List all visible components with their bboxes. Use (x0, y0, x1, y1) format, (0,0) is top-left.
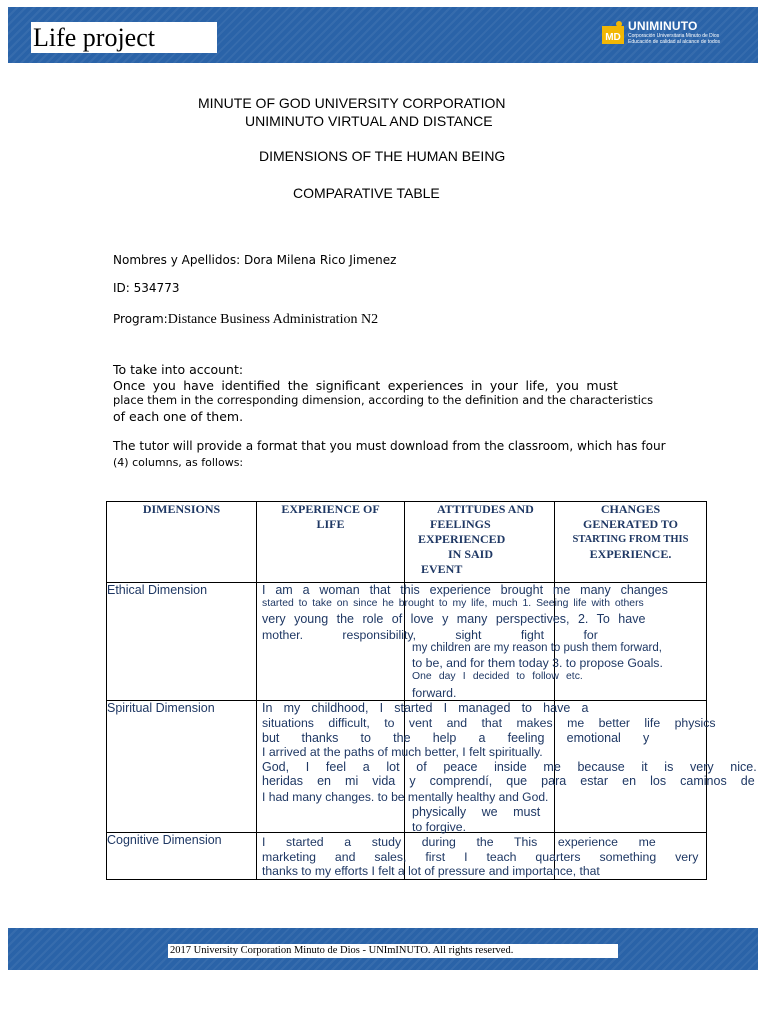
header-changes-l4: EXPERIENCE. (589, 547, 672, 561)
title-line-2: UNIMINUTO VIRTUAL AND DISTANCE (245, 113, 493, 129)
student-id-row (113, 281, 179, 295)
spiritual-text-3: but thanks to the help a feeling emotional y (262, 731, 650, 745)
ethical-text-3: very young the role of love y many perspectives, 2. To have (262, 612, 646, 626)
student-name-label: Nombres y Apellidos: (113, 253, 241, 267)
header-attitudes-l5: EVENT (421, 562, 463, 576)
header-experience-l1: EXPERIENCE OF (281, 502, 380, 516)
instructions-p2-l1: The tutor will provide a format that you must download from the classroom, which has four (113, 439, 666, 453)
program-row (113, 312, 378, 328)
ethical-text-6: to be, and for them today 3. to propose Goals. (412, 656, 663, 670)
spiritual-text-4: I arrived at the paths of much better, I felt spiritually. (262, 745, 543, 759)
header-attitudes-l3: EXPERIENCED (418, 532, 506, 546)
student-name-row (113, 253, 396, 267)
ethical-text-8: forward. (412, 686, 457, 700)
program-label: Program: (113, 312, 168, 326)
spiritual-text-8: physically we must (412, 805, 541, 819)
instructions-p2-l2: (4) columns, as follows: (113, 456, 244, 469)
header-attitudes-l2: FEELINGS (430, 517, 491, 531)
header-dimensions-text: DIMENSIONS (142, 502, 221, 516)
header-changes (555, 502, 707, 583)
header-experience-l2: LIFE (316, 517, 345, 531)
title-line-1: MINUTE OF GOD UNIVERSITY CORPORATION (198, 95, 506, 111)
spiritual-text-7: I had many changes. to be mentally healthy and God. (262, 790, 549, 804)
header-changes-l1: CHANGES (600, 502, 661, 516)
instructions-heading: To take into account: (113, 362, 244, 377)
header-attitudes-l1: ATTITUDES AND (437, 502, 534, 516)
svg-text:MD: MD (605, 32, 621, 43)
uniminuto-logo (602, 18, 752, 52)
ethical-dimension-label: Ethical Dimension (107, 583, 257, 701)
ethical-text-2: started to take on since he brought to my life, much 1. Seeing life with others (262, 598, 644, 609)
instructions-p1-l1: Once you have identified the significant experiences in your life, you must (113, 378, 618, 393)
spiritual-text-1: In my childhood, I started I managed to have a (262, 701, 589, 715)
logo-subtitle (628, 33, 748, 45)
title-line-4: COMPARATIVE TABLE (293, 185, 440, 201)
cognitive-text-3: thanks to my efforts I felt a lot of pressure and importance, that (262, 864, 600, 878)
header-changes-l2: GENERATED TO (582, 517, 679, 531)
header-experience (257, 502, 405, 583)
cognitive-text-1: I started a study during the This experience me (262, 835, 656, 849)
ethical-text-7: One day I decided to follow etc. (412, 671, 583, 682)
program-value: Distance Business Administration N2 (167, 312, 379, 327)
header-changes-l3: STARTING FROM THIS (572, 534, 689, 545)
comparative-table (106, 501, 707, 880)
spiritual-text-5: God, I feel a lot of peace inside me because it is very nice. (262, 760, 757, 774)
spiritual-dimension-label: Spiritual Dimension (107, 701, 257, 833)
uniminuto-logo-icon (602, 20, 624, 46)
student-id-label: ID: (113, 281, 130, 295)
logo-name: UNIMINUTO (628, 19, 698, 33)
header-attitudes (405, 502, 555, 583)
logo-sub-line-2: Educación de calidad al alcance de todos (628, 39, 721, 45)
ethical-text-1: I am a woman that this experience brought me many changes (262, 583, 668, 597)
title-line-3: DIMENSIONS OF THE HUMAN BEING (259, 148, 506, 164)
spiritual-text-9: to forgive. (412, 820, 466, 834)
header-attitudes-l4: IN SAID (448, 547, 494, 561)
ethical-text-5: my children are my reason to push them forward, (412, 642, 662, 654)
instructions-p1-l3: of each one of them. (113, 409, 244, 424)
header-dimensions (107, 502, 257, 583)
table-header-row (107, 502, 707, 583)
cognitive-dimension-label: Cognitive Dimension (107, 833, 257, 880)
student-name-value: Dora Milena Rico Jimenez (243, 253, 397, 267)
student-id-value: 534773 (133, 281, 180, 295)
ethical-text-4: mother. responsibility, sight fight for (262, 628, 598, 642)
spiritual-text-6: heridas en mi vida y comprendí, que para estar en los caminos de (262, 774, 755, 788)
logo-sub-line-1: Corporación Universitaria Minuto de Dios (628, 33, 720, 39)
instructions-p1-l2: place them in the corresponding dimension, according to the definition and the characteristics (113, 393, 654, 407)
footer-copyright: 2017 University Corporation Minuto de Dios - UNImINUTO. All rights reserved. (168, 944, 618, 958)
spiritual-text-2: situations difficult, to vent and that makes me better life physics (262, 716, 716, 730)
header-title: Life project (31, 22, 217, 53)
cognitive-text-2: marketing and sales, first I teach quarters something very (262, 850, 699, 864)
